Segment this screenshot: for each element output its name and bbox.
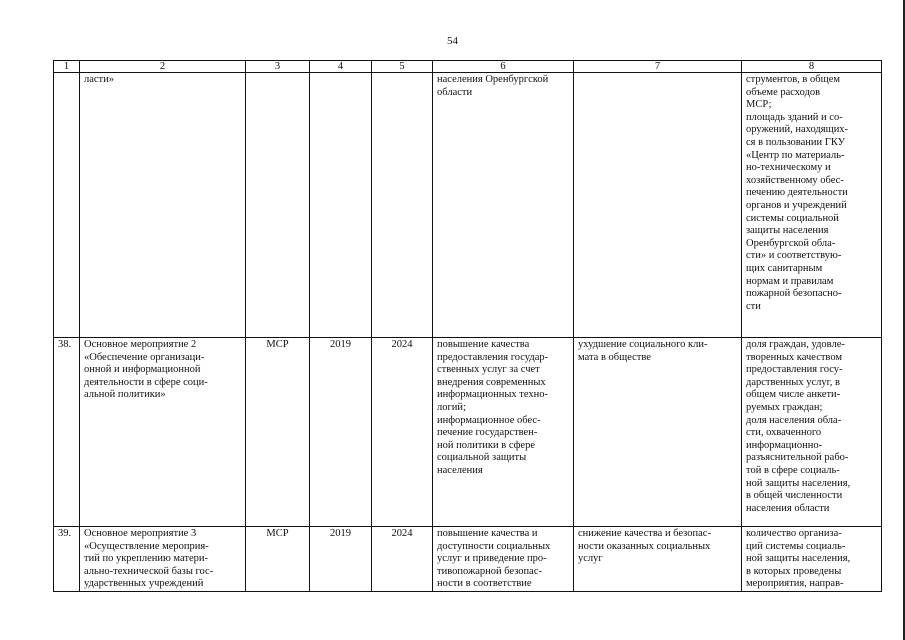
indicator: струментов, в общем объеме расходов МСР; площадь зданий и со- оружений, находящих- ся в пользовании ГКУ «Центр по материаль- но-техническому и хозяйственному обес- печению деятельности органов и учреждений системы социальной защиты населения Оренбургской обла- сти» и соответствую- щих санитарным нормам и правилам пожарной безопасно- сти (742, 73, 882, 338)
expected-result: повышение качества и доступности социальных услуг и приведение про- тивопожарной безопас- ности в соответствие (433, 527, 574, 592)
indicator: доля граждан, удовле- творенных качеством предоставления госу- дарственных услуг, в общем числе анкети- руемых граждан; доля населения обла- сти, охваченного информационно- разъяснительной рабо- той в сфере социаль- ной защиты населения, в общей численности населения области (742, 338, 882, 527)
executor (246, 73, 310, 338)
table-row (54, 527, 882, 592)
indicator: количество организа- ций системы социаль- ной защиты населения, в которых проведены мероприятия, направ- (742, 527, 882, 592)
column-header: 6 (433, 61, 574, 73)
column-header: 5 (372, 61, 433, 73)
column-header: 7 (574, 61, 742, 73)
start-year: 2019 (310, 527, 372, 592)
expected-result: населения Оренбургской области (433, 73, 574, 338)
row-number (54, 73, 80, 338)
risk-consequence: снижение качества и безопас- ности оказанных социальных услуг (574, 527, 742, 592)
column-numbers-row (54, 61, 882, 73)
column-header: 4 (310, 61, 372, 73)
activity-name: Основное мероприятие 3 «Осуществление мероприя- тий по укреплению матери- ально-технической базы гос- ударственных учреждений (80, 527, 246, 592)
start-year (310, 73, 372, 338)
expected-result: повышение качества предоставления государ- ственных услуг за счет внедрения современных информационных техно- логий; информационное обес- печение государствен- ной политики в сфере социальной защиты населения (433, 338, 574, 527)
activity-name: ласти» (80, 73, 246, 338)
start-year: 2019 (310, 338, 372, 527)
column-header: 1 (54, 61, 80, 73)
end-year: 2024 (372, 527, 433, 592)
page-number: 54 (447, 35, 458, 47)
risk-consequence: ухудшение социального кли- мата в обществе (574, 338, 742, 527)
executor: МСР (246, 338, 310, 527)
column-header: 3 (246, 61, 310, 73)
row-number: 39. (54, 527, 80, 592)
activity-name: Основное мероприятие 2 «Обеспечение организаци- онной и информационной деятельности в сфере соци- альной политики» (80, 338, 246, 527)
row-number: 38. (54, 338, 80, 527)
program-activities-table (53, 60, 882, 592)
executor: МСР (246, 527, 310, 592)
risk-consequence (574, 73, 742, 338)
end-year: 2024 (372, 338, 433, 527)
table-row (54, 73, 882, 338)
end-year (372, 73, 433, 338)
column-header: 2 (80, 61, 246, 73)
column-header: 8 (742, 61, 882, 73)
table-row (54, 338, 882, 527)
